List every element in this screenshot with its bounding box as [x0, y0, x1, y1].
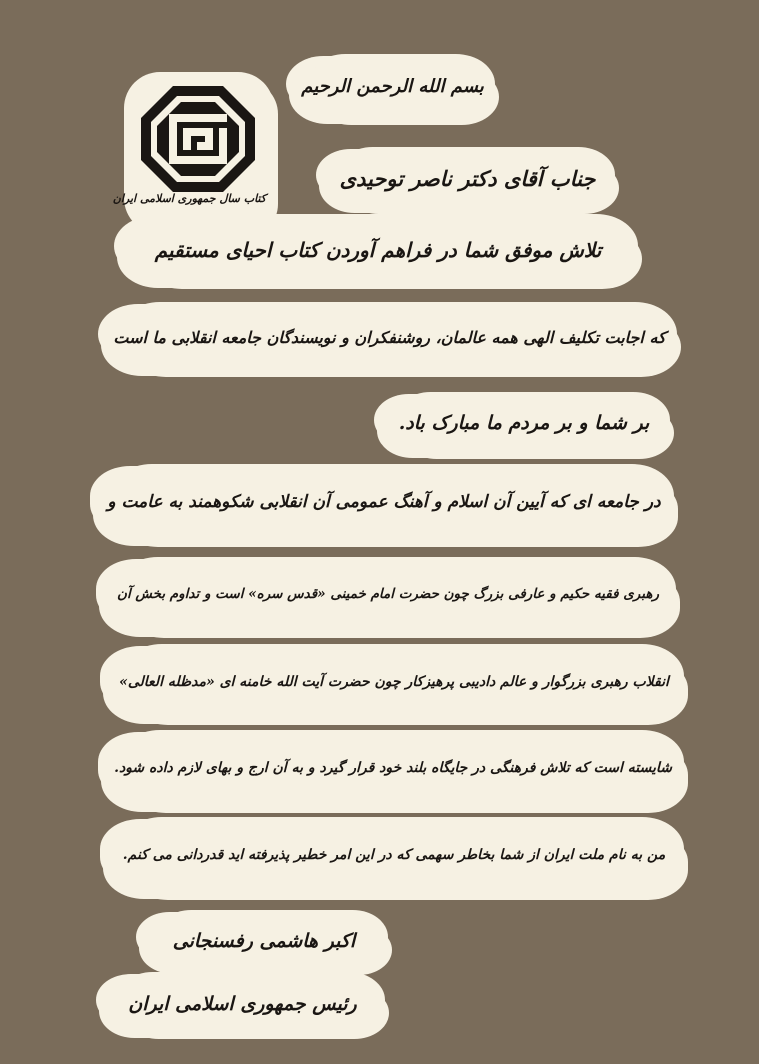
body-line-4: در جامعه ای که آیین آن اسلام و آهنگ عمومی آن انقلابی شکوهمند به عامت و: [107, 492, 661, 512]
body-line-3: بر شما و بر مردم ما مبارک باد.: [398, 412, 650, 434]
logo-caption: کتاب سال جمهوری اسلامی ایران: [112, 192, 266, 205]
signature-title: رئیس جمهوری اسلامی ایران: [128, 993, 357, 1015]
body-line-5: رهبری فقیه حکیم و عارفی بزرگ چون حضرت امام خمینی «قدس سره» است و تداوم بخش آن: [117, 586, 659, 602]
invocation-text: بسم الله الرحمن الرحیم: [301, 76, 484, 97]
body-line-2: که اجابت تکلیف الهی همه عالمان، روشنفکران و نویسندگان جامعه انقلابی ما است: [113, 328, 666, 347]
book-of-the-year-logo-icon: [139, 84, 257, 194]
body-line-8: من به نام ملت ایران از شما بخاطر سهمی که در این امر خطیر پذیرفته اید قدردانی می کنم.: [122, 847, 666, 863]
signature-name: اکبر هاشمی رفسنجانی: [172, 930, 356, 952]
body-line-1: تلاش موفق شما در فراهم آوردن کتاب احیای مستقیم: [154, 238, 602, 262]
body-line-7: شایسته است که تلاش فرهنگی در جایگاه بلند خود قرار گیرد و به آن ارج و بهای لازم داده شود.: [114, 760, 672, 776]
salutation-text: جناب آقای دکتر ناصر توحیدی: [339, 166, 596, 191]
body-line-6: انقلاب رهبری بزرگوار و عالم دادیبی پرهیزکار چون حضرت آیت الله خامنه ای «مدظله العالی»: [119, 674, 669, 690]
